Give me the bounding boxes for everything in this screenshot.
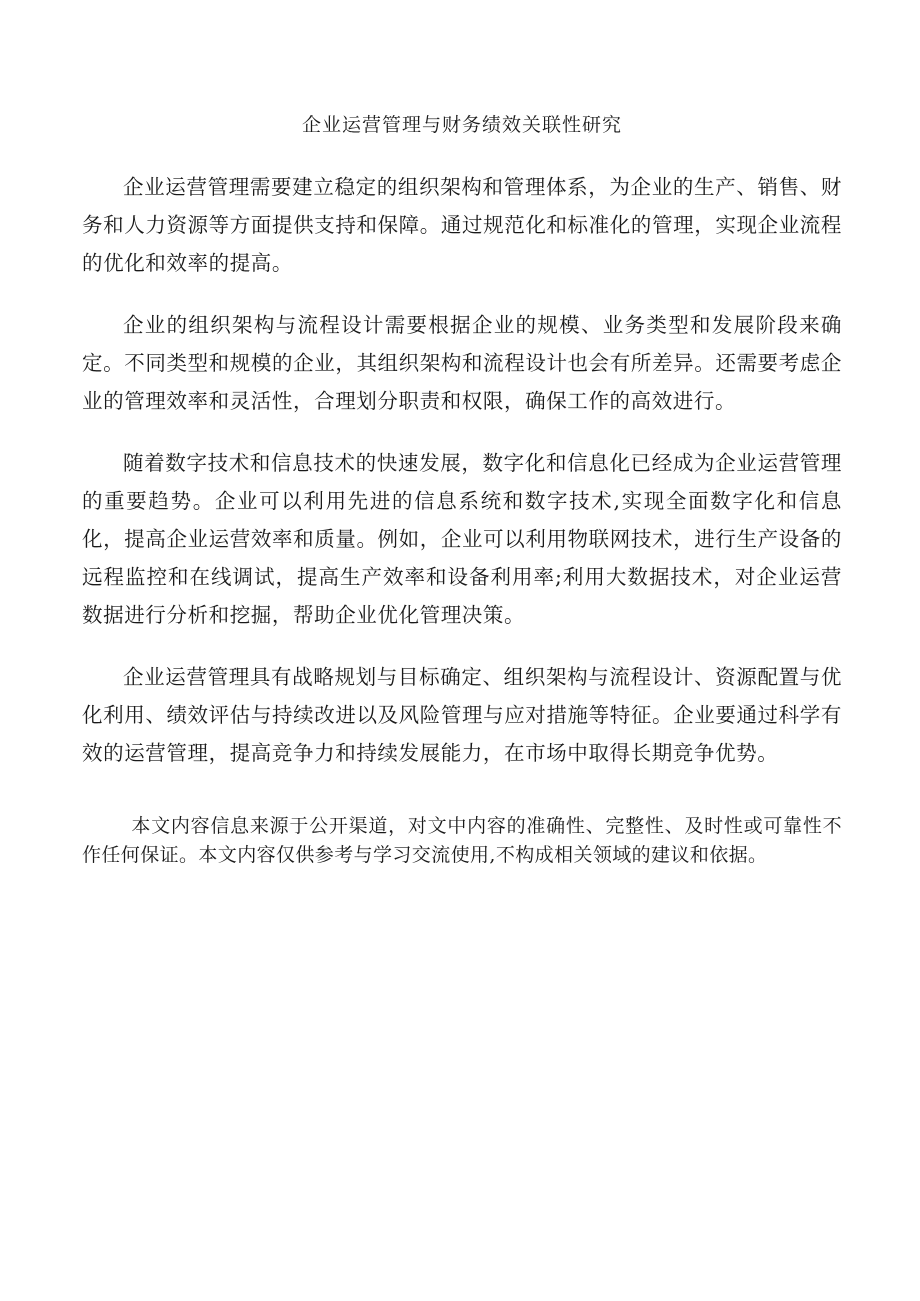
paragraph-3: 随着数字技术和信息技术的快速发展，数字化和信息化已经成为企业运营管理的重要趋势。企业可以利用先进的信息系统和数字技术,实现全面数字化和信息化，提高企业运营效率和质量。例如，企业可以利用物联网技术，进行生产设备的远程监控和在线调试，提高生产效率和设备利用率;利用大数据技术，对企业运营数据进行分析和挖掘，帮助企业优化管理决策。 — [82, 451, 842, 627]
document-title: 企业运营管理与财务绩效关联性研究 — [301, 114, 622, 136]
disclaimer: 本文内容信息来源于公开渠道，对文中内容的准确性、完整性、及时性或可靠性不作任何保证。本文内容仅供参考与学习交流使用,不构成相关领域的建议和依据。 — [82, 815, 842, 866]
paragraph-1: 企业运营管理需要建立稳定的组织架构和管理体系，为企业的生产、销售、财务和人力资源等方面提供支持和保障。通过规范化和标准化的管理，实现企业流程的优化和效率的提高。 — [82, 175, 842, 275]
paragraph-2: 企业的组织架构与流程设计需要根据企业的规模、业务类型和发展阶段来确定。不同类型和规模的企业，其组织架构和流程设计也会有所差异。还需要考虑企业的管理效率和灵活性，合理划分职责和权限，确保工作的高效进行。 — [82, 313, 842, 413]
document-page — [82, 110, 842, 870]
paragraph-4: 企业运营管理具有战略规划与目标确定、组织架构与流程设计、资源配置与优化利用、绩效评估与持续改进以及风险管理与应对措施等特征。企业要通过科学有效的运营管理，提高竞争力和持续发展能力，在市场中取得长期竞争优势。 — [82, 665, 842, 765]
